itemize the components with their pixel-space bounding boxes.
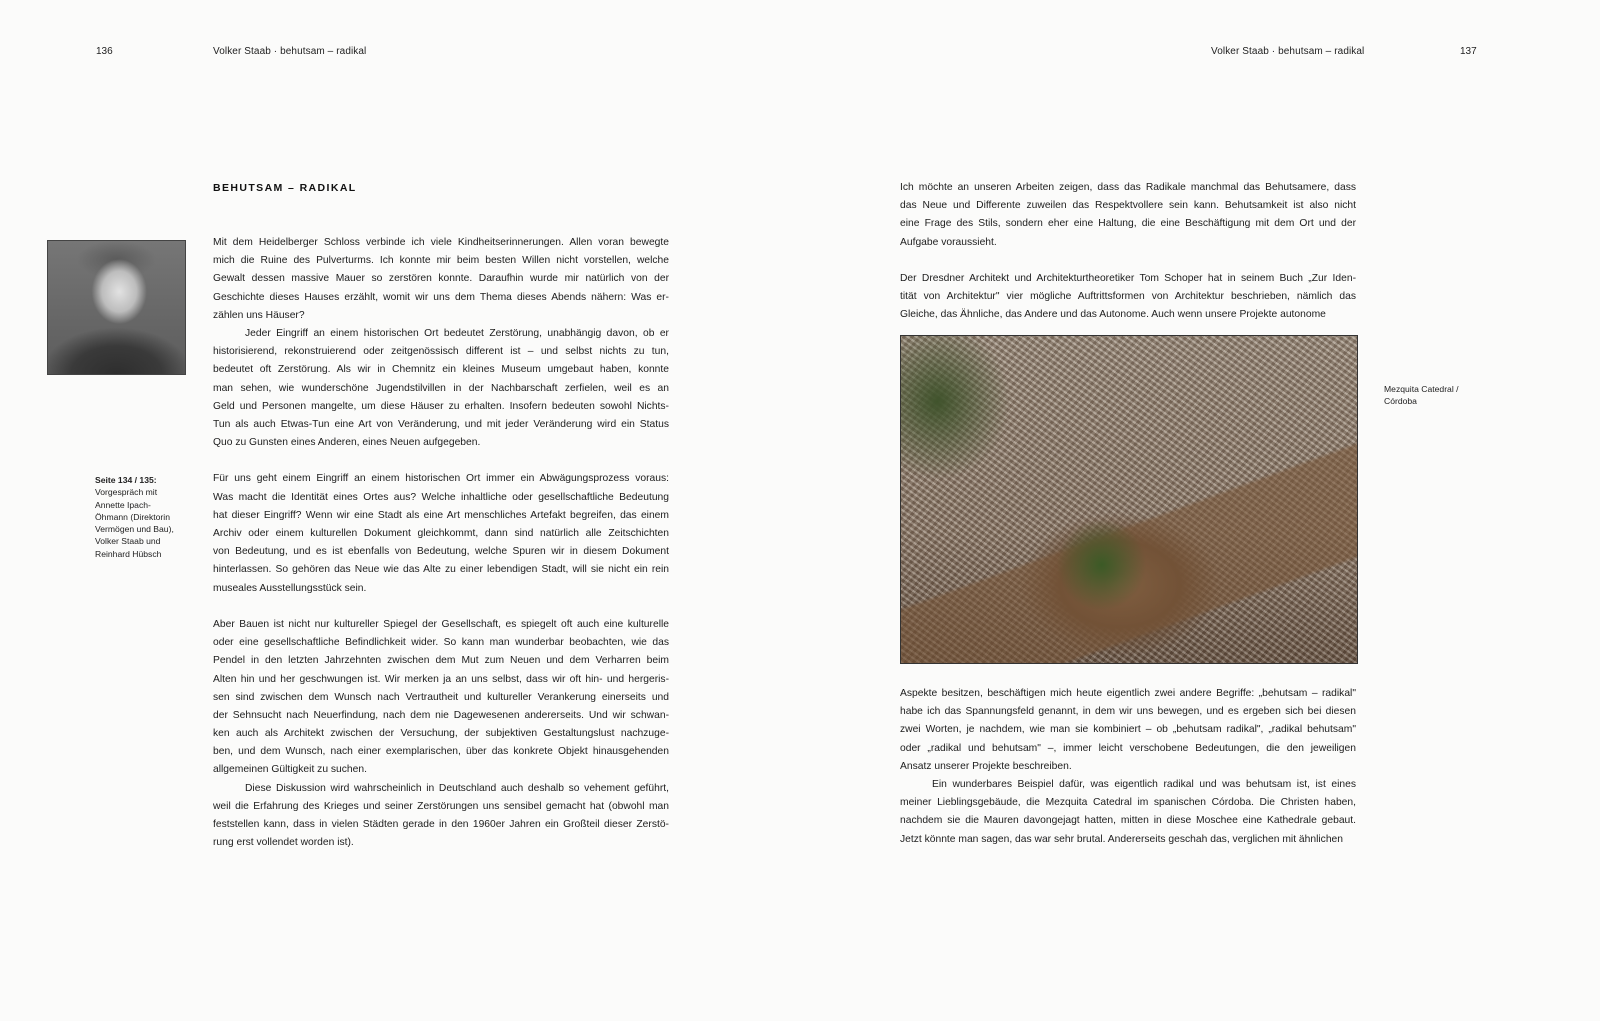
sidenote-line: Annette Ipach- bbox=[95, 499, 151, 510]
text-line: Tun als auch Etwas-Tun eine Art von Veränderung, und mit jeder Veränderung wird ein Status bbox=[213, 418, 669, 430]
paragraph-gap bbox=[213, 452, 669, 470]
sidenote-line: Öhmann (Direktorin bbox=[95, 511, 170, 522]
text-line: museales Ausstellungsstück sein. bbox=[213, 582, 367, 594]
mezquita-aerial-photo bbox=[900, 335, 1358, 664]
text-line: oder „radikal und behutsam" –, immer leicht verschobene Bedeutungen, die den jeweiligen bbox=[900, 742, 1356, 754]
text-line: Alten hin und her geschwungen ist. Wir merken ja an uns selbst, dass wir oft hin- und hergeris- bbox=[213, 673, 669, 685]
text-line: ken auch als Architekt zwischen der Versuchung, der subjektiven Gestaltungslust nachzuge- bbox=[213, 728, 669, 740]
text-line: eine Frage des Stils, sondern eher eine Haltung, die eine Beschäftigung mit dem Ort und der bbox=[900, 218, 1356, 230]
right-body-text-bottom bbox=[900, 685, 1356, 849]
text-line: rung erst vollendet worden ist). bbox=[213, 837, 354, 849]
text-line: mich die Ruine des Pulverturms. Ich konnte mir beim besten Willen nicht vorstellen, welche bbox=[213, 255, 669, 267]
right-body-text-top bbox=[900, 179, 1356, 325]
text-line: Aspekte besitzen, beschäftigen mich heute eigentlich zwei andere Begriffe: „behutsam – radikal" bbox=[900, 688, 1356, 699]
text-line: von Bedeutung, und es ist ebenfalls von Bedeutung, welche Spuren wir in diesem Dokument bbox=[213, 546, 669, 558]
text-line: tität von Architektur" vier mögliche Auftrittsformen von Architektur beschrieben, nämlich das bbox=[900, 291, 1356, 303]
text-line: Gewalt dessen massive Mauer so zerstören konnte. Daraufhin wurde mir natürlich von der bbox=[213, 273, 669, 285]
running-header-right: Volker Staab · behutsam – radikal bbox=[1211, 46, 1365, 57]
text-line: der Sehnsucht nach Neuerfindung, nach dem nie Dagewesenen andererseits. Und wir schwan- bbox=[213, 709, 669, 721]
text-line: Geld und Personen mangelte, um diese Häuser zu erhalten. Insofern bedeuten sowohl Nichts- bbox=[213, 400, 669, 412]
text-line: Pendel in den letzten Jahrzehnten zwischen dem Mut zum Neuen und dem Verharren beim bbox=[213, 655, 669, 667]
text-line: zählen uns Häuser? bbox=[213, 309, 305, 321]
text-line: Der Dresdner Architekt und Architekturtheoretiker Tom Schoper hat in seinem Buch „Zur Iden- bbox=[900, 272, 1356, 284]
left-body-text bbox=[213, 234, 669, 852]
caption-line: Mezquita Catedral / bbox=[1384, 384, 1459, 394]
text-line: oder eine gesellschaftliche Befindlichkeit wider. So kann man wunderbar beobachten, wie das bbox=[213, 637, 669, 649]
text-line: sen sind zwischen dem Wunsch nach Vertrautheit und kultureller Verankerung einerseits und bbox=[213, 691, 669, 703]
page-number-left: 136 bbox=[96, 46, 113, 57]
text-line: das Neue und Differente zuweilen das Respektvollere sein kann. Behutsamkeit ist also nicht bbox=[900, 200, 1356, 212]
sidenote bbox=[95, 474, 200, 560]
text-line: allgemeinen Gültigkeit zu suchen. bbox=[213, 764, 367, 776]
text-line: feststellen kann, dass in vielen Städten gerade in den 1960er Jahren ein Großteil dieser Zerstö- bbox=[213, 819, 669, 830]
text-line: weil die Erfahrung des Krieges und seiner Zerstörungen uns sensibel gemacht hat (obwohl man bbox=[213, 800, 669, 812]
running-header-left: Volker Staab · behutsam – radikal bbox=[213, 46, 367, 57]
text-line: historisierend, rekonstruierend oder zeitgenössisch different ist – und selbst nichts zu tun, bbox=[213, 346, 669, 358]
text-line: Jeder Eingriff an einem historischen Ort bedeutet Zerstörung, unabhängig davon, ob er bbox=[245, 327, 669, 339]
text-line: ben, und dem Wunsch, nach einer exemplarischen, über das konkrete Objekt hinausgehenden bbox=[213, 746, 669, 758]
text-line: Aufgabe voraussieht. bbox=[900, 236, 997, 248]
text-line: man sehen, wie wunderschöne Jugendstilvillen in der Nachbarschaft zerfielen, weil es an bbox=[213, 382, 669, 394]
text-line: zwei Worten, je nachdem, wie man sie kombiniert – ob „behutsam radikal", „radikal behutsam" bbox=[900, 724, 1356, 736]
text-line: Aber Bauen ist nicht nur kultureller Spiegel der Gesellschaft, es spiegelt oft auch eine kulturelle bbox=[213, 618, 669, 630]
text-line: Ich möchte an unseren Arbeiten zeigen, dass das Radikale manchmal das Behutsamere, dass bbox=[900, 182, 1356, 193]
sidenote-line: Vermögen und Bau), bbox=[95, 524, 174, 535]
sidenote-line: Reinhard Hübsch bbox=[95, 548, 162, 559]
paragraph-gap bbox=[900, 252, 1356, 270]
paragraph-gap bbox=[213, 598, 669, 616]
sidenote-line: Volker Staab und bbox=[95, 536, 161, 547]
text-line: hat dieser Eingriff? Wenn wir eine Stadt als eine Art menschliches Artefakt begreifen, das einem bbox=[213, 509, 669, 521]
portrait-photo bbox=[47, 240, 186, 375]
text-line: Ein wunderbares Beispiel dafür, was eigentlich radikal und was behutsam ist, ist eines bbox=[932, 778, 1356, 790]
text-line: nachdem sie die Mauren davongejagt hatten, mitten in diese Moschee eine Kathedrale gebaut. bbox=[900, 815, 1356, 827]
photo-caption bbox=[1384, 383, 1484, 408]
text-line: meiner Lieblingsgebäude, die Mezquita Catedral im spanischen Córdoba. Die Christen haben, bbox=[900, 797, 1356, 809]
text-line: Gleiche, das Ähnliche, das Andere und das Autonome. Auch wenn unsere Projekte autonome bbox=[900, 309, 1326, 321]
page-number-right: 137 bbox=[1460, 46, 1477, 57]
section-title: BEHUTSAM – RADIKAL bbox=[213, 182, 357, 194]
text-line: Was macht die Identität eines Ortes aus? Welche inhaltliche oder gesellschaftliche Bedeutung bbox=[213, 491, 669, 503]
text-line: Geschichte dieses Hauses erzählt, womit wir uns dem Thema dieses Abends nähern: Was er- bbox=[213, 291, 669, 303]
text-line: Diese Diskussion wird wahrscheinlich in Deutschland auch deshalb so vehement geführt, bbox=[245, 782, 669, 794]
text-line: Quo zu Gunsten eines Anderen, eines Neuen aufgegeben. bbox=[213, 437, 481, 449]
text-line: Ansatz unserer Projekte beschreiben. bbox=[900, 760, 1072, 772]
text-line: Für uns geht einem Eingriff an einem historischen Ort immer ein Abwägungsprozess voraus: bbox=[213, 473, 669, 485]
text-line: Mit dem Heidelberger Schloss verbinde ich viele Kindheitserinnerungen. Allen voran bewegte bbox=[213, 237, 669, 248]
text-line: Archiv oder einem kulturellen Dokument gleichkommt, dann sind natürlich alle Zeitschichten bbox=[213, 528, 669, 539]
text-line: habe ich das Spannungsfeld genannt, in dem wir uns bewegen, und es ergeben sich bei diesen bbox=[900, 706, 1356, 718]
text-line: bedeutet oft Zerstörung. Als wir in Chemnitz ein kleines Museum umgebaut haben, konnte bbox=[213, 364, 669, 376]
sidenote-line: Vorgespräch mit bbox=[95, 487, 158, 498]
text-line: Jetzt könnte man sagen, das war sehr brutal. Andererseits geschah das, verglichen mit ähnlichen bbox=[900, 833, 1344, 845]
caption-line: Córdoba bbox=[1384, 396, 1417, 407]
text-line: hinterlassen. So gehören das Neue wie das Alte zu einer lebendigen Stadt, will sie nicht ein rein bbox=[213, 564, 669, 576]
sidenote-lead: Seite 134 / 135: bbox=[95, 475, 157, 485]
